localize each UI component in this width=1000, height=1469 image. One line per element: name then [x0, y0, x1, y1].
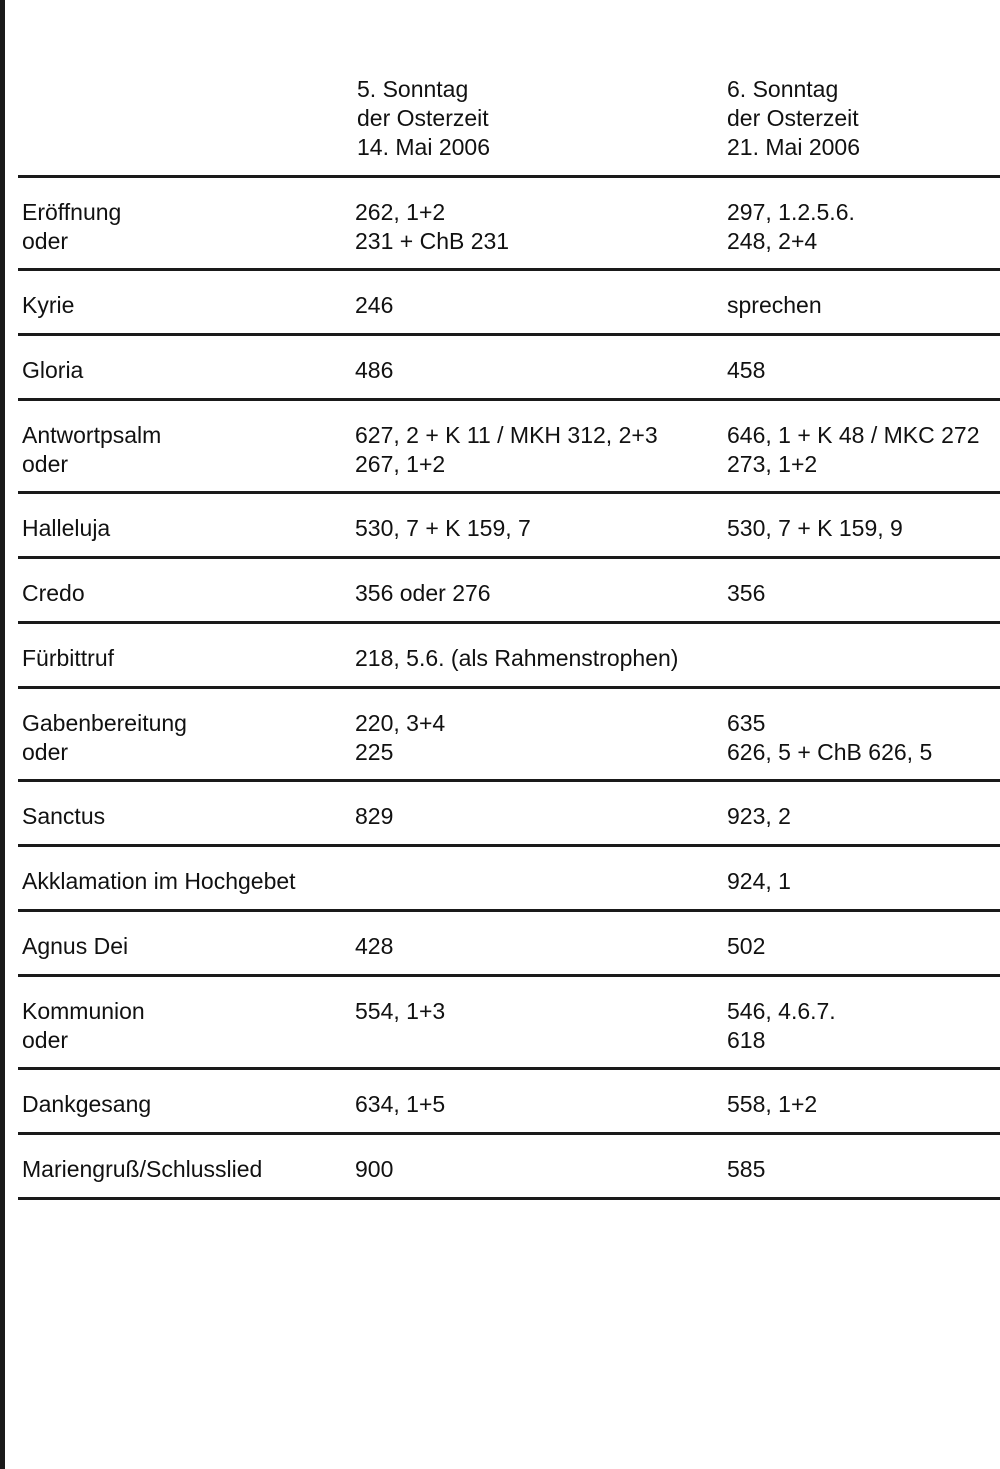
row-value-col2: 585 — [727, 1156, 766, 1182]
row-value-col1: 262, 1+2 231 + ChB 231 — [355, 199, 510, 254]
row-value-col1: 486 — [355, 357, 394, 383]
row-value-col1: 627, 2 + K 11 / MKH 312, 2+3 267, 1+2 — [355, 422, 658, 477]
row-label: Sanctus — [22, 803, 106, 829]
table-header — [0, 75, 1000, 165]
row-value-col1: 554, 1+3 — [355, 998, 446, 1024]
table-row-kommunion — [0, 977, 1000, 1067]
row-label: Eröffnung oder — [22, 199, 122, 254]
row-value-col2: 923, 2 — [727, 803, 791, 829]
song-table — [0, 175, 1000, 1200]
row-value-col1: 900 — [355, 1156, 394, 1182]
row-value-col2: 546, 4.6.7. 618 — [727, 998, 836, 1053]
row-value-col2: 458 — [727, 357, 766, 383]
row-value-col1: 530, 7 + K 159, 7 — [355, 515, 531, 541]
row-value-col2: 356 — [727, 580, 766, 606]
row-label: Agnus Dei — [22, 933, 129, 959]
row-value-col1: 829 — [355, 803, 394, 829]
row-value-col2: 558, 1+2 — [727, 1091, 818, 1117]
table-row-dankgesang — [0, 1070, 1000, 1132]
table-row-kyrie — [0, 271, 1000, 333]
table-row-fuerbittruf — [0, 624, 1000, 686]
row-label: Gabenbereitung oder — [22, 710, 187, 765]
table-row-antwortpsalm — [0, 401, 1000, 491]
row-value-col2: 635 626, 5 + ChB 626, 5 — [727, 710, 933, 765]
row-value-col2: 297, 1.2.5.6. 248, 2+4 — [727, 199, 855, 254]
row-value-col1: 246 — [355, 292, 394, 318]
row-value-col1: 428 — [355, 933, 394, 959]
table-row-schlusslied — [0, 1135, 1000, 1197]
table-row-eroeffnung — [0, 178, 1000, 268]
row-label: Kommunion oder — [22, 998, 145, 1053]
row-label: Gloria — [22, 357, 84, 383]
row-label: Kyrie — [22, 292, 75, 318]
row-value-col2: 502 — [727, 933, 766, 959]
row-label: Dankgesang — [22, 1091, 152, 1117]
row-value-col2: sprechen — [727, 292, 822, 318]
table-row-gloria — [0, 336, 1000, 398]
row-label: Halleluja — [22, 515, 111, 541]
table-row-halleluja — [0, 494, 1000, 556]
row-value-col2: 924, 1 — [727, 868, 791, 894]
row-label: Mariengruß/Schlusslied — [22, 1156, 263, 1182]
header-col-5-sonntag: 5. Sonntag der Osterzeit 14. Mai 2006 — [357, 76, 490, 160]
row-label: Fürbittruf — [22, 645, 115, 671]
row-value-col2: 646, 1 + K 48 / MKC 272 273, 1+2 — [727, 422, 980, 477]
row-value-col1: 634, 1+5 — [355, 1091, 446, 1117]
table-row-gabenbereitung — [0, 689, 1000, 779]
row-value-col1: 220, 3+4 225 — [355, 710, 446, 765]
row-value-col1: 356 oder 276 — [355, 580, 491, 606]
table-row-akklamation — [0, 847, 1000, 909]
table-row-credo — [0, 559, 1000, 621]
row-divider — [18, 1197, 1000, 1200]
header-col-6-sonntag: 6. Sonntag der Osterzeit 21. Mai 2006 — [727, 76, 860, 160]
row-label: Akklamation im Hochgebet — [22, 868, 296, 894]
row-label: Credo — [22, 580, 85, 606]
row-label: Antwortpsalm oder — [22, 422, 162, 477]
row-value-col2: 530, 7 + K 159, 9 — [727, 515, 903, 541]
table-row-sanctus — [0, 782, 1000, 844]
table-row-agnus-dei — [0, 912, 1000, 974]
row-value-col1: 218, 5.6. (als Rahmenstrophen) — [355, 645, 679, 671]
